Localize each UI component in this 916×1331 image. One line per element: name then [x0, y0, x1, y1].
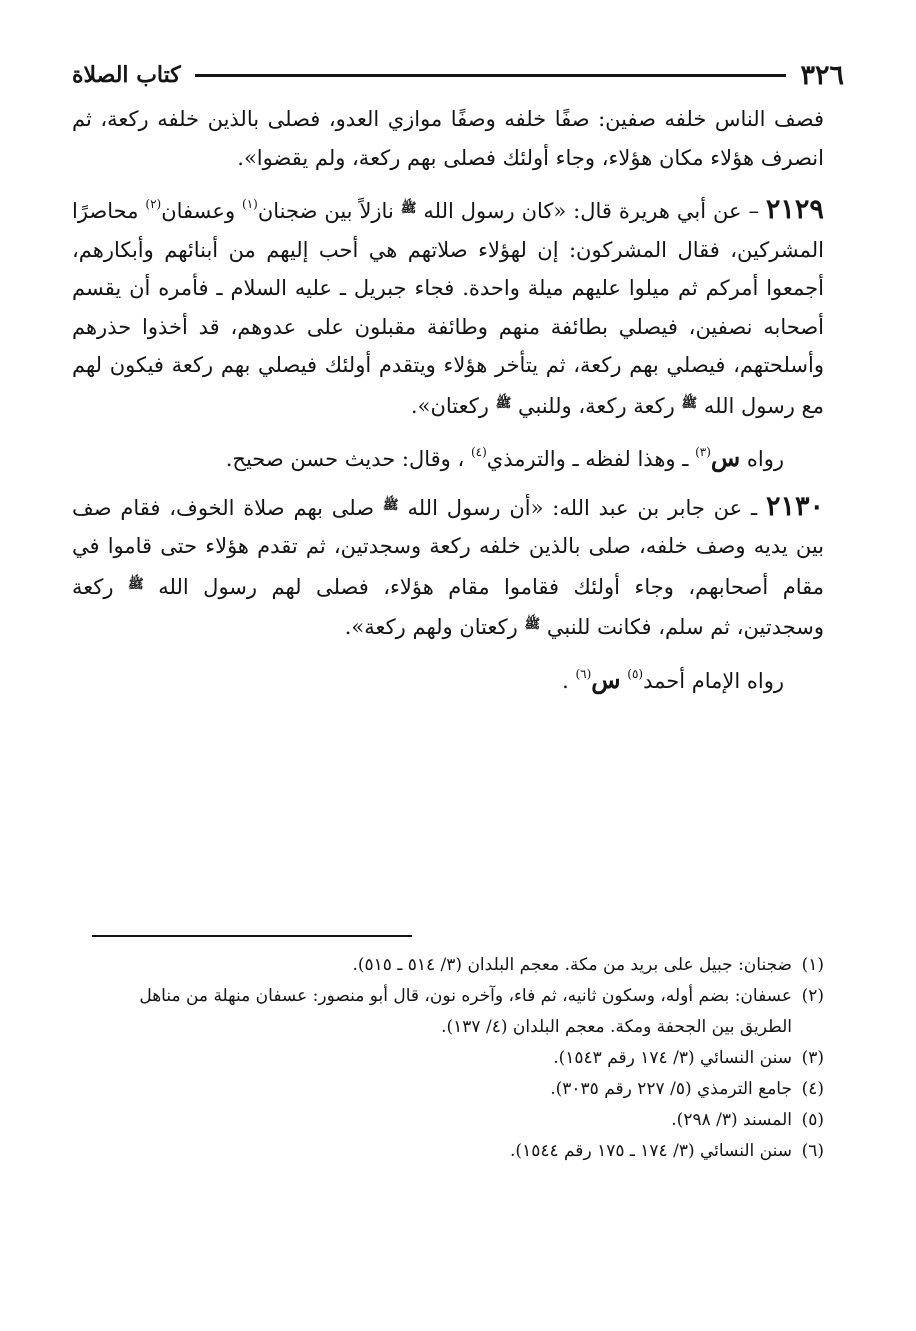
- paragraph-text: فصف الناس خلفه صفين: صفًا خلفه وصفًا موازي العدو، فصلى بالذين خلفه ركعة، ثم انصرف هؤلاء مكان هؤلاء، وجاء أولئك فصلى بهم ركعة، ولم يقضوا».: [72, 107, 824, 170]
- hadith-text: ركعة ركعة، وللنبي: [517, 393, 675, 418]
- hadith-text: ـ عن جابر بن عبد الله: «أن رسول الله: [407, 495, 758, 520]
- footnote: [92, 1136, 824, 1167]
- salutation-icon: ﷺ: [382, 497, 399, 513]
- footnote-text: ضجنان: جبيل على بريد من مكة. معجم البلدان (٣/ ٥١٤ ـ ٥١٥).: [352, 955, 792, 975]
- source-symbol: س: [710, 443, 741, 472]
- footnote-text: جامع الترمذي (٥/ ٢٢٧ رقم ٣٠٣٥).: [550, 1079, 792, 1099]
- footnote-number: (٦): [801, 1141, 824, 1161]
- hadith-number: ٢١٢٩: [765, 194, 824, 225]
- narration-2129: [72, 433, 824, 479]
- footnote-ref: (٢): [145, 197, 162, 211]
- narration-text: .: [562, 668, 569, 693]
- hadith-text: محاصرًا المشركين، فقال المشركون: إن لهؤلاء صلاتهم هي أحب إليهم من أبنائهم وأبكارهم، أجمعوا أمركم ثم ميلوا عليهم ميلة واحدة. فجاء جبريل ـ عليه السلام ـ فأمره أن يقسم أصحابه نصفين، فيصلي بطائفة منهم وطائفة مقبلون على عدوهم، قد أخذوا حذرهم وأسلحتهم، فيصلي بهم ركعة، ثم يتأخر هؤلاء ويتقدم أولئك فيصلي بهم ركعة فيكون لهم مع رسول الله: [72, 199, 824, 418]
- footnote-text: سنن النسائي (٣/ ١٧٤ رقم ١٥٤٣).: [553, 1048, 792, 1068]
- narration-text: ـ وهذا لفظه ـ والترمذي: [486, 447, 689, 471]
- footnote-text: سنن النسائي (٣/ ١٧٤ ـ ١٧٥ رقم ١٥٤٤).: [510, 1141, 792, 1161]
- footnote: [92, 1043, 824, 1074]
- salutation-icon: ﷺ: [128, 576, 144, 592]
- narration-text: رواه: [746, 447, 784, 471]
- hadith-text: نازلاً بين ضجنان: [257, 199, 394, 223]
- main-text: [72, 100, 824, 708]
- footnote: [92, 950, 824, 981]
- hadith-text: وعسفان: [161, 199, 236, 223]
- salutation-icon: ﷺ: [524, 617, 541, 632]
- footnote: [92, 1074, 824, 1105]
- hadith-number: ٢١٣٠: [765, 490, 824, 522]
- page-header: [72, 55, 844, 95]
- hadith-text: صلى بهم صلاة الخوف، فقام صف بين يديه وصف خلفه، صلى بالذين خلفه ركعة وسجدتين، ثم تقدم هؤلاء حتى قاموا في مقام أصحابهم، وجاء أولئك فقاموا مقام هؤلاء، فصلى لهم رسول الله: [72, 495, 824, 599]
- footnote-text: المسند (٣/ ٢٩٨).: [671, 1110, 792, 1130]
- footnote-number: (٣): [801, 1048, 824, 1068]
- footnote: [92, 1105, 824, 1136]
- salutation-icon: ﷺ: [681, 395, 698, 411]
- header-rule: [195, 74, 787, 77]
- hadith-text: ركعتان».: [410, 393, 489, 418]
- hadith-text: ركعتان ولهم ركعة».: [344, 615, 518, 639]
- footnote-text: عسفان: بضم أوله، وسكون ثانيه، ثم فاء، وآخره نون، قال أبو منصور: عسفان منهلة من مناهل الطريق بين الجحفة ومكة. معجم البلدان (٤/ ١٣٧).: [139, 986, 792, 1037]
- footnote-ref: (٤): [470, 445, 487, 459]
- footnote-divider: [92, 935, 412, 937]
- footnote-ref: (٣): [695, 445, 711, 459]
- footnote-number: (١): [801, 955, 824, 975]
- hadith-2129: [72, 185, 824, 425]
- footnote-ref: (٦): [575, 666, 592, 681]
- footnote-ref: (٥): [627, 666, 644, 681]
- footnote-number: (٤): [801, 1079, 824, 1099]
- hadith-text: ركعة وسجدتين، ثم سلم، فكانت للنبي: [72, 574, 824, 639]
- salutation-icon: ﷺ: [400, 201, 417, 216]
- footnote-ref: (١): [242, 197, 258, 211]
- paragraph-continuation: [72, 100, 824, 177]
- narration-text: رواه الإمام أحمد: [643, 668, 784, 693]
- narration-text: ، وقال: حديث حسن صحيح.: [225, 447, 465, 471]
- salutation-icon: ﷺ: [495, 395, 512, 411]
- narration-2130: [72, 655, 824, 701]
- hadith-2130: [72, 487, 824, 647]
- source-symbol: س: [591, 664, 621, 694]
- hadith-text: – عن أبي هريرة قال: «كان رسول الله: [423, 199, 759, 223]
- footnote: [92, 981, 824, 1043]
- page-number: ٣٢٦: [800, 59, 844, 91]
- footnotes: [92, 950, 824, 1167]
- footnote-number: (٥): [801, 1110, 824, 1130]
- footnote-number: (٢): [801, 986, 824, 1006]
- book-title: كتاب الصلاة: [72, 62, 181, 88]
